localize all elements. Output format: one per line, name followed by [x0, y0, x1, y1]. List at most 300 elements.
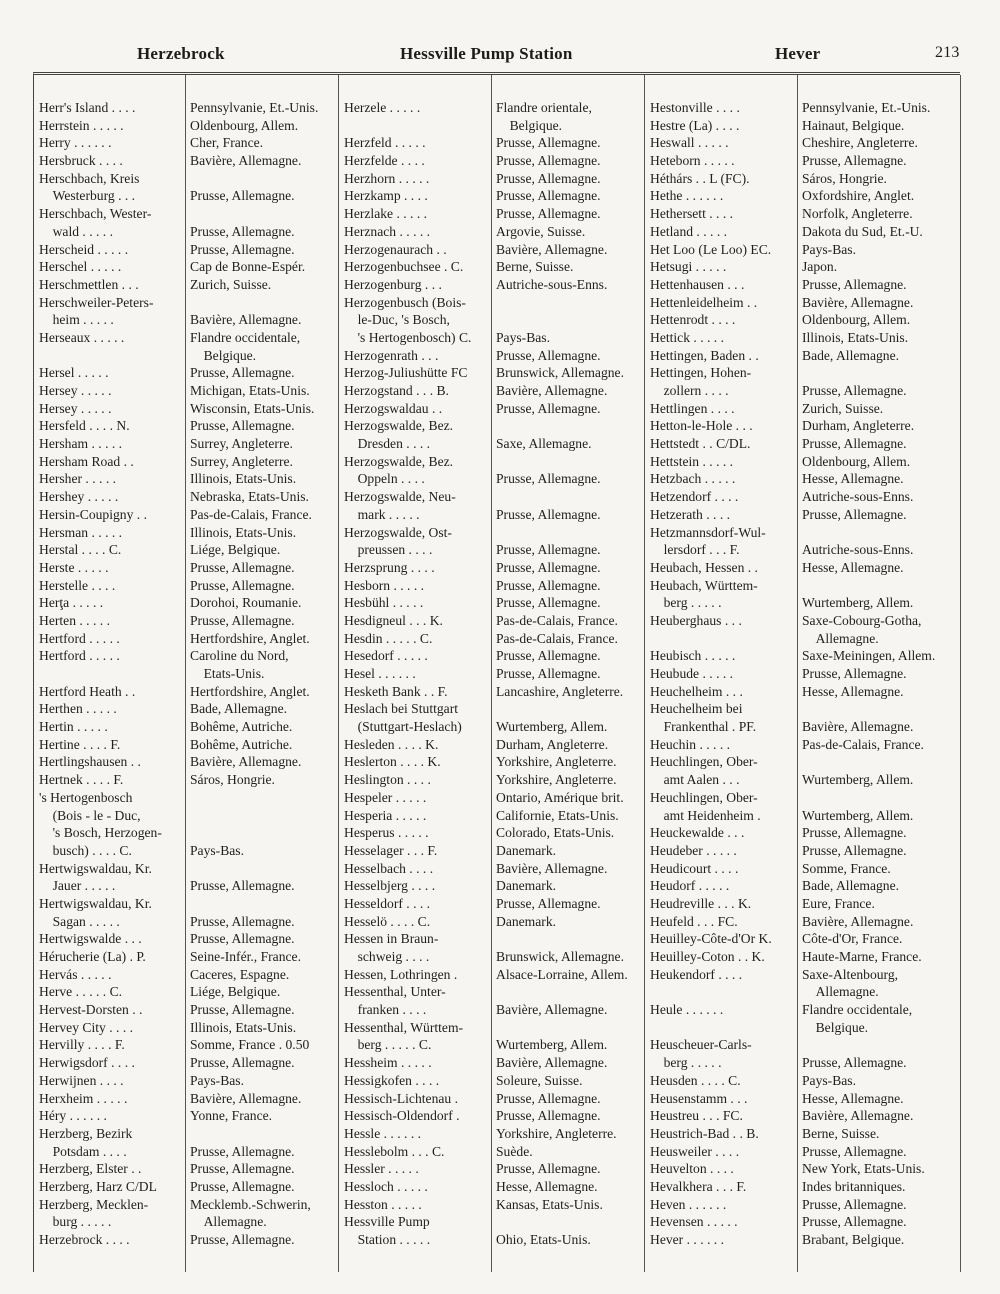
country-entry: [492, 294, 644, 312]
place-entry: Heusenstamm . . .: [650, 1090, 748, 1106]
country-entry: Prusse, Allemagne.: [802, 383, 907, 398]
country-column-2: [492, 75, 645, 1272]
place-entry: Hertwigswalde . . .: [39, 931, 142, 947]
country-entry: Californie, Etats-Unis.: [496, 807, 619, 823]
country-entry: Japon.: [802, 259, 838, 275]
country-entry: Danemark.: [496, 878, 557, 894]
country-entry: Michigan, Etats-Unis.: [190, 383, 310, 398]
country-entry: Illinois, Etats-Unis.: [190, 524, 297, 540]
country-entry: Brunswick, Allemagne.: [496, 949, 624, 964]
country-entry: Prusse, Allemagne.: [496, 153, 601, 169]
place-entry: Herzogswalde, Bez.: [344, 418, 454, 434]
place-entry: Hersfeld . . . . N.: [39, 418, 130, 434]
country-entry: Illinois, Etats-Unis.: [802, 329, 909, 345]
place-entry: Herzkamp . . . .: [344, 188, 428, 204]
place-entry: Heubude . . . . .: [650, 666, 734, 681]
place-entry: Hestonville . . . .: [650, 100, 740, 115]
place-entry: Herzfelde . . . .: [344, 153, 425, 169]
country-entry: Danemark.: [496, 913, 557, 929]
place-entry: Hessisch-Lichtenau .: [344, 1090, 459, 1106]
country-entry: Prusse, Allemagne.: [802, 666, 907, 681]
country-entry: Prusse, Allemagne.: [496, 648, 601, 664]
country-entry: Wurtemberg, Allem.: [802, 772, 914, 788]
country-entry: [492, 983, 644, 1001]
place-entry: Herwigsdorf . . . .: [39, 1055, 135, 1071]
place-entry: Herzogswalde, Bez.: [344, 453, 454, 469]
country-entry: Berne, Suisse.: [496, 259, 574, 275]
country-entry: Ohio, Etats-Unis.: [496, 1232, 591, 1247]
place-entry: Hersey . . . . .: [39, 383, 112, 398]
country-entry: [492, 488, 644, 506]
place-entry: (Stuttgart-Heslach): [344, 719, 462, 735]
running-head-center: Hessville Pump Station: [400, 44, 573, 63]
place-entry: Hesston . . . . .: [344, 1196, 422, 1212]
place-entry: Hersher . . . . .: [39, 471, 117, 487]
country-entry: Oldenbourg, Allem.: [802, 312, 911, 328]
country-entry: [798, 1036, 960, 1054]
place-entry: Heslach bei Stuttgart: [344, 701, 459, 717]
country-entry: Cher, France.: [190, 135, 264, 151]
place-entry: Hettick . . . . .: [650, 329, 724, 345]
place-entry: Hérucherie (La) . P.: [39, 949, 146, 964]
country-entry: Cap de Bonne-Espér.: [190, 259, 306, 275]
place-entry: Hettstein . . . . .: [650, 453, 734, 469]
place-entry: Heustreu . . . FC.: [650, 1108, 743, 1124]
country-entry: Caceres, Espagne.: [190, 966, 290, 982]
place-entry: Herr's Island . . . .: [39, 100, 136, 115]
place-entry: Heusden . . . . C.: [650, 1072, 741, 1088]
place-entry: Hetton-le-Hole . . .: [650, 418, 753, 434]
country-column-3: [798, 75, 961, 1272]
place-entry: amt Heidenheim .: [650, 807, 761, 823]
place-entry: Hesselbjerg . . . .: [344, 878, 436, 894]
country-entry: Allemagne.: [802, 630, 879, 646]
country-entry: Danemark.: [496, 842, 557, 858]
country-entry: Hesse, Allemagne.: [802, 1090, 904, 1106]
place-entry: Herzberg, Elster . .: [39, 1161, 142, 1177]
place-entry: Herzberg, Harz C/DL: [39, 1178, 157, 1194]
country-entry: Hertfordshire, Anglet.: [190, 630, 310, 646]
country-entry: [186, 1125, 338, 1143]
country-entry: Bade, Allemagne.: [802, 347, 900, 363]
place-entry: Héry . . . . . .: [39, 1108, 107, 1124]
place-entry: Heteborn . . . . .: [650, 153, 735, 169]
place-entry: Heuchlingen, Ober-: [650, 789, 758, 805]
place-entry: Herţa . . . . .: [39, 595, 104, 611]
country-entry: Bavière, Allemagne.: [190, 153, 302, 169]
country-entry: Sáros, Hongrie.: [190, 772, 275, 788]
country-entry: [798, 577, 960, 595]
country-entry: Pas-de-Calais, France.: [190, 506, 312, 522]
place-entry: Heule . . . . . .: [650, 1002, 724, 1018]
place-entry: Hersham . . . . .: [39, 436, 123, 452]
country-entry: Surrey, Angleterre.: [190, 453, 293, 469]
country-entry: Prusse, Allemagne.: [190, 612, 295, 628]
country-entry: Prusse, Allemagne.: [496, 400, 601, 416]
country-entry: [798, 364, 960, 382]
place-entry: mark . . . . .: [344, 506, 420, 522]
country-entry: Prusse, Allemagne.: [496, 170, 601, 186]
place-entry: Hessheim . . . . .: [344, 1055, 432, 1071]
country-entry: Pas-de-Calais, France.: [802, 736, 924, 752]
country-entry: Yorkshire, Angleterre.: [496, 1125, 617, 1141]
place-entry: preussen . . . .: [344, 542, 433, 558]
place-entry: Heuchlingen, Ober-: [650, 754, 758, 770]
country-entry: Autriche-sous-Enns.: [802, 489, 914, 505]
country-entry: [186, 294, 338, 312]
country-entry: [186, 789, 338, 807]
country-entry: Saxe, Allemagne.: [496, 436, 592, 452]
country-entry: Hesse, Allemagne.: [496, 1178, 598, 1194]
place-entry: Heubach, Hessen . .: [650, 559, 758, 575]
country-entry: Prusse, Allemagne.: [496, 135, 601, 151]
country-entry: Prusse, Allemagne.: [190, 1232, 295, 1247]
country-entry: Prusse, Allemagne.: [496, 559, 601, 575]
country-entry: [798, 700, 960, 718]
place-entry: Hervey City . . . .: [39, 1019, 134, 1035]
country-entry: Sáros, Hongrie.: [802, 170, 887, 186]
place-entry: Hetland . . . . .: [650, 223, 728, 239]
country-entry: Brabant, Belgique.: [802, 1232, 905, 1247]
country-entry: [492, 930, 644, 948]
place-entry: Heven . . . . . .: [650, 1196, 727, 1212]
place-entry: Hessigkofen . . . .: [344, 1072, 440, 1088]
place-entry: Hethe . . . . . .: [650, 188, 724, 204]
country-entry: Wisconsin, Etats-Unis.: [190, 400, 315, 416]
place-entry: Hessen, Lothringen .: [344, 966, 458, 982]
country-entry: Prusse, Allemagne.: [496, 347, 601, 363]
country-entry: Pays-Bas.: [802, 1072, 856, 1088]
country-entry: Pas-de-Calais, France.: [496, 630, 618, 646]
place-entry: Heukendorf . . . .: [650, 966, 743, 982]
country-entry: Pennsylvanie, Et.-Unis.: [190, 100, 319, 115]
place-entry: Heubisch . . . . .: [650, 648, 736, 664]
place-entry: Hersey . . . . .: [39, 400, 112, 416]
country-entry: [186, 205, 338, 223]
country-entry: Autriche-sous-Enns.: [496, 276, 608, 292]
country-entry: Prusse, Allemagne.: [496, 577, 601, 593]
country-entry: Bohême, Autriche.: [190, 736, 293, 752]
country-entry: Prusse, Allemagne.: [190, 577, 295, 593]
country-entry: Flandre occidentale,: [802, 1002, 913, 1018]
country-entry: Hainaut, Belgique.: [802, 117, 905, 133]
country-entry: Berne, Suisse.: [802, 1125, 880, 1141]
place-entry: Hersel . . . . .: [39, 365, 109, 381]
place-entry: 's Hertogenbosch) C.: [344, 329, 472, 345]
place-entry: Hesperia . . . . .: [344, 807, 427, 823]
place-entry: Hessenthal, Württem-: [344, 1019, 464, 1035]
place-entry: Hettenleidelheim . .: [650, 294, 758, 310]
place-entry: Hesketh Bank . . F.: [344, 683, 448, 699]
place-entry: Hetzmannsdorf-Wul-: [650, 524, 766, 540]
country-entry: Bavière, Allemagne.: [496, 383, 608, 398]
country-entry: Cheshire, Angleterre.: [802, 135, 918, 151]
place-entry: Heufeld . . . FC.: [650, 913, 738, 929]
place-entry: Herzsprung . . . .: [344, 559, 435, 575]
place-entry: Hettingen, Hohen-: [650, 365, 752, 381]
running-head-right: Hever: [775, 44, 821, 63]
place-entry: Herzberg, Mecklen-: [39, 1196, 149, 1212]
country-entry: Dorohoi, Roumanie.: [190, 595, 302, 611]
place-entry: Herschel . . . . .: [39, 259, 122, 275]
place-entry: Herzogenaurach . .: [344, 241, 447, 257]
country-entry: New York, Etats-Unis.: [802, 1161, 925, 1177]
country-entry: Wurtemberg, Allem.: [496, 719, 608, 735]
country-entry: [186, 170, 338, 188]
country-entry: Prusse, Allemagne.: [190, 1161, 295, 1177]
country-entry: Bavière, Allemagne.: [496, 241, 608, 257]
country-entry: Yonne, France.: [190, 1108, 273, 1124]
place-entry: Hervest-Dorsten . .: [39, 1002, 143, 1018]
country-entry: Somme, France.: [802, 860, 891, 876]
country-entry: Pennsylvanie, Et.-Unis.: [802, 100, 931, 115]
country-entry: Prusse, Allemagne.: [496, 506, 601, 522]
country-entry: Indes britanniques.: [802, 1178, 906, 1194]
place-entry: (Bois - le - Duc,: [39, 807, 141, 823]
country-entry: Prusse, Allemagne.: [496, 1161, 601, 1177]
country-entry: Oldenbourg, Allem.: [802, 453, 911, 469]
country-entry: Zurich, Suisse.: [802, 400, 884, 416]
country-entry: Bavière, Allemagne.: [496, 1055, 608, 1071]
place-entry: schweig . . . .: [344, 949, 430, 964]
country-entry: Prusse, Allemagne.: [190, 1178, 295, 1194]
place-entry: Herve . . . . . C.: [39, 984, 123, 1000]
country-entry: Suède.: [496, 1143, 533, 1159]
place-entry: [645, 1019, 797, 1037]
place-entry: Sagan . . . . .: [39, 913, 120, 929]
place-entry: Herzberg, Bezirk: [39, 1125, 133, 1141]
place-entry: Hertford Heath . .: [39, 683, 136, 699]
country-entry: Autriche-sous-Enns.: [802, 542, 914, 558]
country-entry: Côte-d'Or, France.: [802, 931, 903, 947]
place-entry: Herten . . . . .: [39, 612, 110, 628]
place-entry: Hertford . . . . .: [39, 648, 120, 664]
country-entry: Bavière, Allemagne.: [496, 1002, 608, 1018]
country-entry: Bavière, Allemagne.: [496, 860, 608, 876]
country-entry: Wurtemberg, Allem.: [496, 1037, 608, 1053]
place-entry: franken . . . .: [344, 1002, 427, 1018]
place-entry: Herstelle . . . .: [39, 577, 116, 593]
place-entry: Hettenrodt . . . .: [650, 312, 736, 328]
place-column-3: [645, 75, 798, 1272]
place-entry: Herry . . . . . .: [39, 135, 112, 151]
place-entry: Hesdigneul . . . K.: [344, 612, 443, 628]
place-entry: Hervilly . . . . F.: [39, 1037, 125, 1053]
country-entry: Hertfordshire, Anglet.: [190, 683, 310, 699]
country-entry: Prusse, Allemagne.: [802, 1055, 907, 1071]
country-entry: Allemagne.: [802, 984, 879, 1000]
place-entry: Herzhorn . . . . .: [344, 170, 430, 186]
country-entry: Liége, Belgique.: [190, 984, 281, 1000]
country-entry: Argovie, Suisse.: [496, 223, 586, 239]
place-entry: Hesel . . . . . .: [344, 666, 416, 681]
place-entry: Oppeln . . . .: [344, 471, 425, 487]
country-entry: Saxe-Altenbourg,: [802, 966, 899, 982]
country-entry: [492, 1213, 644, 1231]
place-entry: Herzogswalde, Neu-: [344, 489, 456, 505]
place-entry: Hesseldorf . . . .: [344, 895, 431, 911]
place-entry: Hertwigswaldau, Kr.: [39, 895, 152, 911]
place-entry: Hevalkhera . . . F.: [650, 1178, 747, 1194]
place-entry: Heusweiler . . . .: [650, 1143, 740, 1159]
place-entry: Hever . . . . . .: [650, 1232, 724, 1247]
place-entry: Herxheim . . . . .: [39, 1090, 128, 1106]
place-entry: Herzebrock . . . .: [39, 1232, 130, 1247]
country-entry: [492, 1019, 644, 1037]
country-entry: Lancashire, Angleterre.: [496, 683, 624, 699]
place-entry: [34, 665, 185, 683]
place-entry: Herzele . . . . .: [344, 100, 421, 115]
running-head-left: Herzebrock: [137, 44, 225, 63]
country-entry: Bohême, Autriche.: [190, 719, 293, 735]
place-entry: Heuscheuer-Carls-: [650, 1037, 752, 1053]
place-entry: Westerburg . . .: [39, 188, 136, 204]
country-entry: Bavière, Allemagne.: [802, 913, 914, 929]
place-entry: Hesselbach . . . .: [344, 860, 434, 876]
place-entry: Hesperus . . . . .: [344, 825, 429, 841]
country-entry: Hesse, Allemagne.: [802, 471, 904, 487]
place-entry: Hesslebolm . . . C.: [344, 1143, 445, 1159]
place-entry: Hessler . . . . .: [344, 1161, 419, 1177]
place-entry: Herschbach, Kreis: [39, 170, 140, 186]
country-entry: Prusse, Allemagne.: [190, 931, 295, 947]
country-entry: Prusse, Allemagne.: [802, 276, 907, 292]
country-entry: Oxfordshire, Anglet.: [802, 188, 915, 204]
country-entry: Pays-Bas.: [496, 329, 550, 345]
place-entry: Heslerton . . . . K.: [344, 754, 441, 770]
country-entry: Hesse, Allemagne.: [802, 683, 904, 699]
place-entry: Herschbach, Wester-: [39, 206, 152, 222]
country-entry: Surrey, Angleterre.: [190, 436, 293, 452]
country-entry: Eure, France.: [802, 895, 875, 911]
country-entry: Bavière, Allemagne.: [190, 754, 302, 770]
country-entry: Prusse, Allemagne.: [496, 188, 601, 204]
place-entry: Hesselager . . . F.: [344, 842, 438, 858]
country-entry: Zurich, Suisse.: [190, 276, 272, 292]
country-entry: Somme, France . 0.50: [190, 1037, 310, 1053]
place-entry: Herscheid . . . . .: [39, 241, 129, 257]
country-entry: Durham, Angleterre.: [802, 418, 915, 434]
country-entry: Belgique.: [190, 347, 257, 363]
country-entry: Saxe-Cobourg-Gotha,: [802, 612, 922, 628]
place-entry: Hervás . . . . .: [39, 966, 112, 982]
place-entry: Heswall . . . . .: [650, 135, 729, 151]
country-entry: Dakota du Sud, Et.-U.: [802, 223, 923, 239]
country-entry: Pays-Bas.: [190, 1072, 244, 1088]
place-entry: Herrstein . . . . .: [39, 117, 124, 133]
country-entry: Prusse, Allemagne.: [190, 559, 295, 575]
place-entry: [645, 630, 797, 648]
place-entry: Station . . . . .: [344, 1232, 431, 1247]
country-entry: Bavière, Allemagne.: [802, 1108, 914, 1124]
place-entry: burg . . . . .: [39, 1214, 112, 1230]
country-entry: Prusse, Allemagne.: [496, 1090, 601, 1106]
country-entry: Bavière, Allemagne.: [802, 719, 914, 735]
place-entry: wald . . . . .: [39, 223, 114, 239]
place-entry: Herste . . . . .: [39, 559, 109, 575]
place-entry: Héthárs . . L (FC).: [650, 170, 750, 186]
country-entry: Pas-de-Calais, France.: [496, 612, 618, 628]
country-entry: [492, 417, 644, 435]
place-entry: Hertine . . . . F.: [39, 736, 121, 752]
country-entry: Prusse, Allemagne.: [190, 365, 295, 381]
country-entry: Prusse, Allemagne.: [496, 895, 601, 911]
place-entry: Herzogstand . . . B.: [344, 383, 449, 398]
country-entry: Prusse, Allemagne.: [190, 188, 295, 204]
country-entry: Wurtemberg, Allem.: [802, 595, 914, 611]
place-entry: Hestre (La) . . . .: [650, 117, 740, 133]
place-entry: le-Duc, 's Bosch,: [344, 312, 450, 328]
place-entry: Hertin . . . . .: [39, 719, 108, 735]
country-entry: Prusse, Allemagne.: [802, 825, 907, 841]
place-entry: Herzogenbusch (Bois-: [344, 294, 466, 310]
place-entry: [34, 347, 185, 365]
country-entry: Flandre orientale,: [496, 100, 592, 115]
place-entry: Herzog-Juliushütte FC: [344, 365, 468, 381]
place-entry: Heuilley-Coton . . K.: [650, 949, 765, 964]
place-entry: Hesselö . . . . C.: [344, 913, 431, 929]
place-entry: Herthen . . . . .: [39, 701, 117, 717]
country-entry: Durham, Angleterre.: [496, 736, 609, 752]
place-entry: Hershey . . . . .: [39, 489, 119, 505]
country-entry: Oldenbourg, Allem.: [190, 117, 299, 133]
country-entry: Prusse, Allemagne.: [802, 153, 907, 169]
country-entry: Prusse, Allemagne.: [190, 241, 295, 257]
place-entry: Hessisch-Oldendorf .: [344, 1108, 460, 1124]
place-entry: Hesleden . . . . K.: [344, 736, 439, 752]
country-entry: Prusse, Allemagne.: [496, 542, 601, 558]
country-entry: Norfolk, Angleterre.: [802, 206, 913, 222]
country-entry: [186, 860, 338, 878]
place-column-1: [34, 75, 186, 1272]
country-entry: [186, 807, 338, 825]
country-entry: Colorado, Etats-Unis.: [496, 825, 615, 841]
country-entry: [798, 789, 960, 807]
place-entry: berg . . . . .: [650, 1055, 722, 1071]
country-entry: [798, 524, 960, 542]
country-entry: Bade, Allemagne.: [190, 701, 288, 717]
country-entry: Saxe-Meiningen, Allem.: [802, 648, 936, 664]
country-entry: Flandre occidentale,: [190, 329, 301, 345]
country-entry: Prusse, Allemagne.: [802, 506, 907, 522]
page-number: 213: [935, 44, 960, 61]
place-entry: Heuvelton . . . .: [650, 1161, 734, 1177]
place-entry: Heubach, Württem-: [650, 577, 758, 593]
place-entry: amt Aalen . . .: [650, 772, 740, 788]
place-entry: Hetzbach . . . . .: [650, 471, 736, 487]
place-entry: Heuilley-Côte-d'Or K.: [650, 931, 772, 947]
place-entry: Hettstedt . . C/DL.: [650, 436, 751, 452]
place-entry: Heuchin . . . . .: [650, 736, 731, 752]
place-entry: Hevensen . . . . .: [650, 1214, 738, 1230]
place-entry: Hersham Road . .: [39, 453, 134, 469]
place-entry: Herschweiler-Peters-: [39, 294, 154, 310]
country-entry: [798, 753, 960, 771]
country-entry: [492, 524, 644, 542]
place-entry: heim . . . . .: [39, 312, 114, 328]
place-entry: Hetzerath . . . .: [650, 506, 731, 522]
place-entry: Hettenhausen . . .: [650, 276, 745, 292]
country-entry: Illinois, Etats-Unis.: [190, 1019, 297, 1035]
place-entry: Hetzendorf . . . .: [650, 489, 739, 505]
place-entry: Hettingen, Baden . .: [650, 347, 759, 363]
place-entry: Hertford . . . . .: [39, 630, 120, 646]
country-entry: Etats-Unis.: [190, 666, 265, 681]
country-entry: Prusse, Allemagne.: [190, 223, 295, 239]
place-entry: Frankenthal . PF.: [650, 719, 757, 735]
place-entry: Herzogswaldau . .: [344, 400, 443, 416]
place-entry: Herzlake . . . . .: [344, 206, 428, 222]
